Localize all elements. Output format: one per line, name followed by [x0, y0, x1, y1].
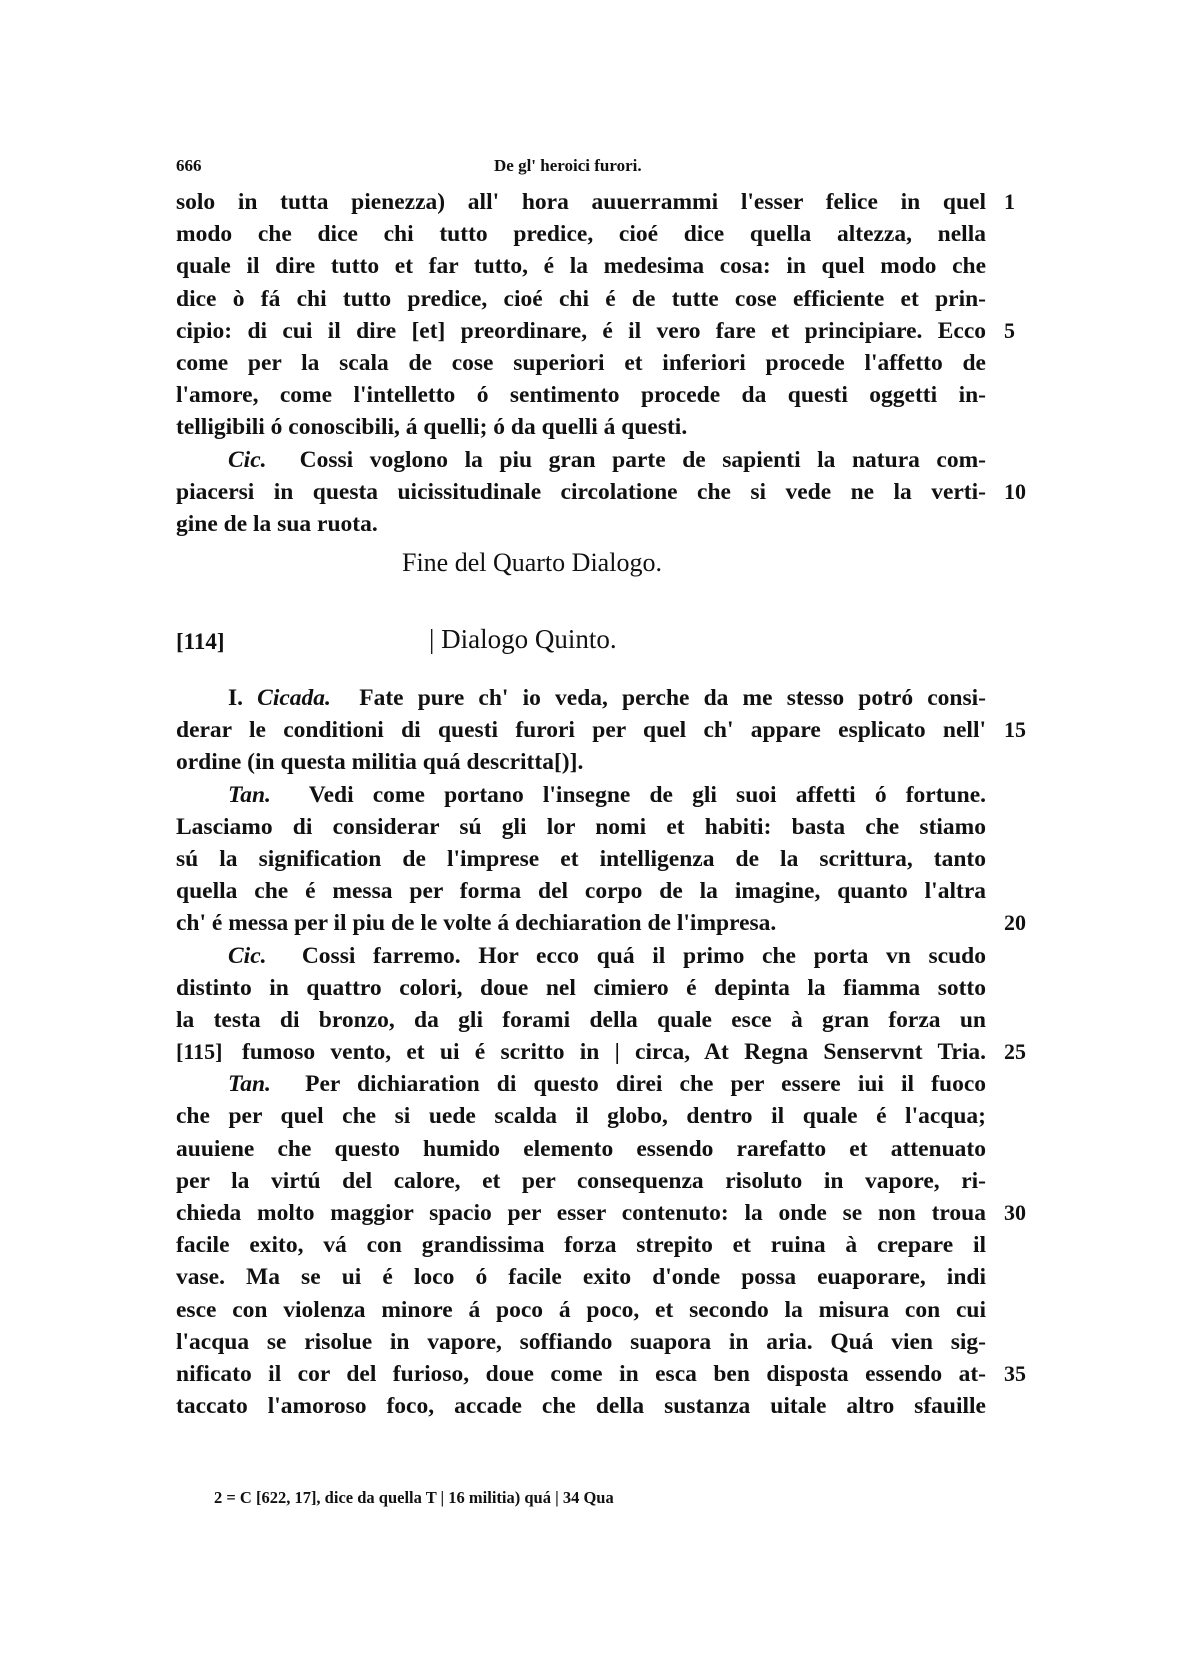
- speaker-label: Cic.: [228, 446, 267, 473]
- speaker-label: Cic.: [228, 942, 267, 969]
- speaker-text: Vedi come portano l'insegne de gli suoi affetti ó fortune.: [308, 781, 987, 808]
- text-line: quale il dire tutto et far tutto, é la medesima cosa: in quel modo che: [176, 253, 986, 280]
- text-line: l'amore, come l'intelletto ó sentimento procede da questi oggetti in-: [176, 382, 986, 409]
- text-line: dice ò fá chi tutto predice, cioé chi é de tutte cose efficiente et prin-: [176, 285, 986, 312]
- text-line: chieda molto maggior spacio per esser contenuto: la onde se non troua: [176, 1200, 986, 1226]
- speaker-text: Cossi voglono la piu gran parte de sapienti la natura com-: [299, 446, 986, 473]
- text-line: l'acqua se risolue in vapore, soffiando suapora in aria. Quá vien sig-: [176, 1328, 986, 1355]
- text-line: facile exito, vá con grandissima forza strepito et ruina à crepare il: [176, 1232, 986, 1259]
- margin-reference: [115]: [176, 1039, 223, 1064]
- speaker-line: [176, 779, 986, 811]
- speaker-label: Cicada.: [257, 685, 331, 711]
- critical-apparatus-footnote: 2 = C [622, 17], dice da quella T | 16 militia) quá | 34 Qua: [214, 1488, 614, 1507]
- running-header: [176, 156, 976, 186]
- speaker-text: Cossi farremo. Hor ecco quá il primo che porta vn scudo: [301, 942, 986, 969]
- text-block-1: [176, 186, 986, 540]
- speaker-label: Tan.: [228, 781, 271, 808]
- text-line: derar le conditioni di questi furori per quel ch' appare esplicato nell': [176, 717, 986, 744]
- line-number: 1: [1004, 189, 1015, 214]
- text-line: vase. Ma se ui é loco ó facile exito d'onde possa euaporare, indi: [176, 1264, 986, 1291]
- speaker-line: [176, 444, 986, 476]
- text-line: piacersi in questa uicissitudinale circolatione che si vede ne la verti-: [176, 478, 986, 505]
- line-number: 5: [1004, 318, 1015, 343]
- speech-number: I.: [228, 685, 244, 711]
- text-line: solo in tutta pienezza) all' hora auuerrammi l'esser felice in quel: [176, 189, 986, 215]
- line-number: 20: [1004, 910, 1026, 935]
- running-title: De gl' heroici furori.: [494, 156, 642, 175]
- text-line: la testa di bronzo, da gli forami della quale esce à gran forza un: [176, 1006, 986, 1033]
- line-number: 30: [1004, 1200, 1026, 1225]
- text-line: sú la signification de l'imprese et intelligenza de la scrittura, tanto: [176, 845, 986, 872]
- text-line: telligibili ó conoscibili, á quelli; ó da quelli á questi.: [176, 414, 688, 441]
- text-line: ordine (in questa militia quá descritta[)].: [176, 749, 584, 776]
- line-number: 25: [1004, 1039, 1026, 1064]
- dialogue-title: | Dialogo Quinto.: [429, 624, 617, 654]
- line-number: 10: [1004, 479, 1026, 504]
- margin-reference: [114]: [176, 629, 225, 654]
- speaker-text: Fate pure ch' io veda, perche da me stesso potró consi-: [359, 685, 986, 711]
- text-line: cipio: di cui il dire [et] preordinare, é il vero fare et principiare. Ecco: [176, 317, 986, 344]
- text-line: distinto in quattro colori, doue nel cimiero é depinta la fiamma sotto: [176, 974, 986, 1001]
- text-line: esce con violenza minore á poco á poco, et secondo la misura con cui: [176, 1296, 986, 1323]
- text-line: taccato l'amoroso foco, accade che della sustanza uitale altro sfauille: [176, 1393, 986, 1420]
- text-line: auuiene che questo humido elemento essendo rarefatto et attenuato: [176, 1135, 986, 1162]
- speaker-label: Tan.: [228, 1071, 271, 1098]
- speaker-line: [176, 1068, 986, 1100]
- text-line: gine de la sua ruota.: [176, 510, 378, 537]
- line-number: 15: [1004, 717, 1026, 742]
- page-number: 666: [176, 156, 202, 175]
- text-line: modo che dice chi tutto predice, cioé dice quella altezza, nella: [176, 221, 986, 248]
- speaker-text: Per dichiaration di questo direi che per essere iui il fuoco: [305, 1071, 987, 1098]
- text-line: come per la scala de cose superiori et inferiori procede l'affetto de: [176, 349, 986, 376]
- text-line: quella che é messa per forma del corpo de la imagine, quanto l'altra: [176, 878, 986, 905]
- text-line: Lasciamo di considerar sú gli lor nomi et habiti: basta che stiamo: [176, 813, 986, 840]
- text-line: nificato il cor del furioso, doue come in esca ben disposta essendo at-: [176, 1360, 986, 1387]
- section-end-title: Fine del Quarto Dialogo.: [402, 548, 662, 577]
- text-line: che per quel che si uede scalda il globo, dentro il quale é l'acqua;: [176, 1103, 986, 1130]
- speaker-line: [176, 682, 986, 714]
- text-line: per la virtú del calore, et per consequenza risoluto in vapore, ri-: [176, 1167, 986, 1194]
- line-number: 35: [1004, 1361, 1026, 1386]
- text-line: fumoso vento, et ui é scritto in | circa, At Regna Senservnt Tria.: [242, 1039, 986, 1066]
- text-block-2: [176, 682, 986, 1422]
- text-line: ch' é messa per il piu de le volte á dechiaration de l'impresa.: [176, 910, 777, 937]
- speaker-line: [176, 940, 986, 972]
